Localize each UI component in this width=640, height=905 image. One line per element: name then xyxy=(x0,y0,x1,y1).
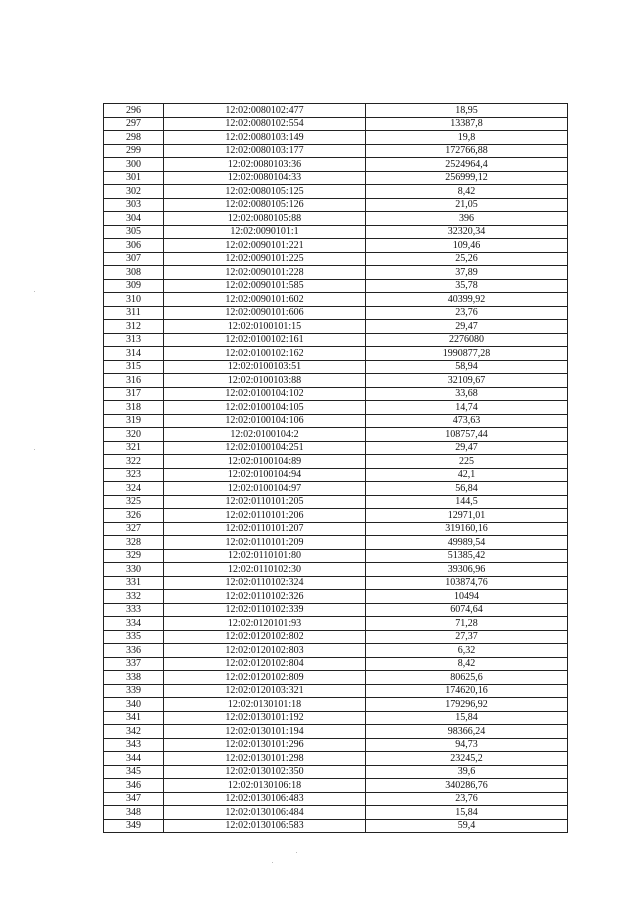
row-number-cell: 298 xyxy=(104,131,164,145)
cadastral-number-cell: 12:02:0120102:803 xyxy=(164,644,366,658)
cadastral-value-cell: 98366,24 xyxy=(366,725,568,739)
cadastral-value-cell: 13387,8 xyxy=(366,117,568,131)
cadastral-value-cell: 6,32 xyxy=(366,644,568,658)
cadastral-value-cell: 109,46 xyxy=(366,239,568,253)
table-row xyxy=(104,279,568,293)
cadastral-value-cell: 51385,42 xyxy=(366,549,568,563)
row-number-cell: 339 xyxy=(104,684,164,698)
table-row xyxy=(104,752,568,766)
cadastral-value-cell: 15,84 xyxy=(366,806,568,820)
cadastral-number-cell: 12:02:0100101:15 xyxy=(164,320,366,334)
cadastral-number-cell: 12:02:0100104:97 xyxy=(164,482,366,496)
scan-speck xyxy=(296,852,297,853)
table-row xyxy=(104,374,568,388)
cadastral-value-cell: 18,95 xyxy=(366,104,568,118)
cadastral-number-cell: 12:02:0130106:583 xyxy=(164,819,366,833)
cadastral-number-cell: 12:02:0090101:221 xyxy=(164,239,366,253)
table-row xyxy=(104,536,568,550)
cadastral-number-cell: 12:02:0100104:106 xyxy=(164,414,366,428)
cadastral-value-cell: 6074,64 xyxy=(366,603,568,617)
cadastral-number-cell: 12:02:0110101:205 xyxy=(164,495,366,509)
table-row xyxy=(104,333,568,347)
row-number-cell: 303 xyxy=(104,198,164,212)
table-row xyxy=(104,495,568,509)
cadastral-number-cell: 12:02:0110101:209 xyxy=(164,536,366,550)
table-row xyxy=(104,158,568,172)
table-row xyxy=(104,671,568,685)
row-number-cell: 326 xyxy=(104,509,164,523)
table-row xyxy=(104,144,568,158)
row-number-cell: 323 xyxy=(104,468,164,482)
cadastral-value-cell: 8,42 xyxy=(366,657,568,671)
cadastral-number-cell: 12:02:0080102:477 xyxy=(164,104,366,118)
scan-speck xyxy=(34,291,35,292)
row-number-cell: 347 xyxy=(104,792,164,806)
table-row xyxy=(104,549,568,563)
cadastral-number-cell: 12:02:0110102:339 xyxy=(164,603,366,617)
cadastral-value-cell: 396 xyxy=(366,212,568,226)
cadastral-value-cell: 80625,6 xyxy=(366,671,568,685)
cadastral-number-cell: 12:02:0100103:88 xyxy=(164,374,366,388)
table-row xyxy=(104,698,568,712)
row-number-cell: 346 xyxy=(104,779,164,793)
cadastral-number-cell: 12:02:0080102:554 xyxy=(164,117,366,131)
cadastral-value-cell: 14,74 xyxy=(366,401,568,415)
cadastral-number-cell: 12:02:0080105:126 xyxy=(164,198,366,212)
cadastral-value-cell: 319160,16 xyxy=(366,522,568,536)
row-number-cell: 342 xyxy=(104,725,164,739)
row-number-cell: 330 xyxy=(104,563,164,577)
cadastral-value-cell: 39306,96 xyxy=(366,563,568,577)
cadastral-value-cell: 33,68 xyxy=(366,387,568,401)
cadastral-value-cell: 144,5 xyxy=(366,495,568,509)
table-row xyxy=(104,576,568,590)
cadastral-value-cell: 23,76 xyxy=(366,306,568,320)
cadastral-value-cell: 94,73 xyxy=(366,738,568,752)
table-row xyxy=(104,347,568,361)
table-row xyxy=(104,657,568,671)
cadastral-number-cell: 12:02:0100104:102 xyxy=(164,387,366,401)
row-number-cell: 317 xyxy=(104,387,164,401)
table-row xyxy=(104,401,568,415)
row-number-cell: 313 xyxy=(104,333,164,347)
table-row xyxy=(104,360,568,374)
cadastral-number-cell: 12:02:0090101:585 xyxy=(164,279,366,293)
row-number-cell: 315 xyxy=(104,360,164,374)
scan-speck xyxy=(272,862,273,863)
row-number-cell: 312 xyxy=(104,320,164,334)
table-row xyxy=(104,171,568,185)
table-row xyxy=(104,725,568,739)
cadastral-number-cell: 12:02:0080104:33 xyxy=(164,171,366,185)
table-row xyxy=(104,306,568,320)
cadastral-number-cell: 12:02:0090101:606 xyxy=(164,306,366,320)
cadastral-value-cell: 49989,54 xyxy=(366,536,568,550)
row-number-cell: 344 xyxy=(104,752,164,766)
cadastral-value-cell: 42,1 xyxy=(366,468,568,482)
cadastral-value-cell: 29,47 xyxy=(366,441,568,455)
cadastral-number-cell: 12:02:0100102:161 xyxy=(164,333,366,347)
cadastral-number-cell: 12:02:0130106:484 xyxy=(164,806,366,820)
row-number-cell: 349 xyxy=(104,819,164,833)
cadastral-number-cell: 12:02:0090101:602 xyxy=(164,293,366,307)
row-number-cell: 340 xyxy=(104,698,164,712)
cadastral-number-cell: 12:02:0120102:804 xyxy=(164,657,366,671)
table-row xyxy=(104,131,568,145)
cadastral-value-cell: 340286,76 xyxy=(366,779,568,793)
table-row xyxy=(104,806,568,820)
row-number-cell: 311 xyxy=(104,306,164,320)
row-number-cell: 314 xyxy=(104,347,164,361)
row-number-cell: 329 xyxy=(104,549,164,563)
cadastral-value-cell: 473,63 xyxy=(366,414,568,428)
cadastral-number-cell: 12:02:0090101:225 xyxy=(164,252,366,266)
row-number-cell: 320 xyxy=(104,428,164,442)
row-number-cell: 297 xyxy=(104,117,164,131)
row-number-cell: 334 xyxy=(104,617,164,631)
cadastral-number-cell: 12:02:0100104:89 xyxy=(164,455,366,469)
row-number-cell: 338 xyxy=(104,671,164,685)
cadastral-value-cell: 23,76 xyxy=(366,792,568,806)
cadastral-value-cell: 39,6 xyxy=(366,765,568,779)
table-row xyxy=(104,468,568,482)
row-number-cell: 306 xyxy=(104,239,164,253)
row-number-cell: 345 xyxy=(104,765,164,779)
row-number-cell: 322 xyxy=(104,455,164,469)
cadastral-value-cell: 15,84 xyxy=(366,711,568,725)
row-number-cell: 296 xyxy=(104,104,164,118)
cadastral-number-cell: 12:02:0080103:177 xyxy=(164,144,366,158)
cadastral-number-cell: 12:02:0130101:192 xyxy=(164,711,366,725)
table-row xyxy=(104,509,568,523)
cadastral-value-cell: 37,89 xyxy=(366,266,568,280)
table-row xyxy=(104,590,568,604)
cadastral-number-cell: 12:02:0100104:251 xyxy=(164,441,366,455)
table-row xyxy=(104,522,568,536)
cadastral-value-cell: 103874,76 xyxy=(366,576,568,590)
cadastral-value-table xyxy=(103,103,568,833)
table-row xyxy=(104,185,568,199)
cadastral-number-cell: 12:02:0100102:162 xyxy=(164,347,366,361)
cadastral-value-cell: 71,28 xyxy=(366,617,568,631)
table-row xyxy=(104,617,568,631)
table-row xyxy=(104,252,568,266)
cadastral-value-cell: 32320,34 xyxy=(366,225,568,239)
table-row xyxy=(104,603,568,617)
cadastral-value-cell: 59,4 xyxy=(366,819,568,833)
table-row xyxy=(104,792,568,806)
row-number-cell: 319 xyxy=(104,414,164,428)
cadastral-value-cell: 40399,92 xyxy=(366,293,568,307)
cadastral-value-cell: 2276080 xyxy=(366,333,568,347)
cadastral-value-cell: 179296,92 xyxy=(366,698,568,712)
cadastral-value-cell: 29,47 xyxy=(366,320,568,334)
row-number-cell: 307 xyxy=(104,252,164,266)
cadastral-number-cell: 12:02:0080105:88 xyxy=(164,212,366,226)
cadastral-number-cell: 12:02:0120102:809 xyxy=(164,671,366,685)
row-number-cell: 300 xyxy=(104,158,164,172)
cadastral-number-cell: 12:02:0110101:207 xyxy=(164,522,366,536)
cadastral-value-cell: 8,42 xyxy=(366,185,568,199)
cadastral-number-cell: 12:02:0090101:228 xyxy=(164,266,366,280)
cadastral-number-cell: 12:02:0110101:80 xyxy=(164,549,366,563)
table-row xyxy=(104,779,568,793)
table-row xyxy=(104,819,568,833)
row-number-cell: 310 xyxy=(104,293,164,307)
table-row xyxy=(104,644,568,658)
cadastral-value-cell: 1990877,28 xyxy=(366,347,568,361)
table-row xyxy=(104,104,568,118)
cadastral-value-cell: 172766,88 xyxy=(366,144,568,158)
row-number-cell: 333 xyxy=(104,603,164,617)
table-row xyxy=(104,482,568,496)
cadastral-value-cell: 12971,01 xyxy=(366,509,568,523)
cadastral-value-cell: 27,37 xyxy=(366,630,568,644)
row-number-cell: 316 xyxy=(104,374,164,388)
cadastral-value-cell: 19,8 xyxy=(366,131,568,145)
cadastral-value-cell: 108757,44 xyxy=(366,428,568,442)
cadastral-value-cell: 2524964,4 xyxy=(366,158,568,172)
cadastral-number-cell: 12:02:0090101:1 xyxy=(164,225,366,239)
table-row xyxy=(104,212,568,226)
cadastral-value-cell: 56,84 xyxy=(366,482,568,496)
cadastral-number-cell: 12:02:0120103:321 xyxy=(164,684,366,698)
cadastral-number-cell: 12:02:0100103:51 xyxy=(164,360,366,374)
cadastral-value-cell: 225 xyxy=(366,455,568,469)
row-number-cell: 336 xyxy=(104,644,164,658)
table-row xyxy=(104,198,568,212)
row-number-cell: 341 xyxy=(104,711,164,725)
row-number-cell: 299 xyxy=(104,144,164,158)
cadastral-value-cell: 21,05 xyxy=(366,198,568,212)
row-number-cell: 302 xyxy=(104,185,164,199)
cadastral-number-cell: 12:02:0100104:105 xyxy=(164,401,366,415)
row-number-cell: 335 xyxy=(104,630,164,644)
table-row xyxy=(104,630,568,644)
cadastral-value-cell: 32109,67 xyxy=(366,374,568,388)
row-number-cell: 304 xyxy=(104,212,164,226)
row-number-cell: 324 xyxy=(104,482,164,496)
table-row xyxy=(104,239,568,253)
row-number-cell: 308 xyxy=(104,266,164,280)
table-row xyxy=(104,455,568,469)
cadastral-number-cell: 12:02:0130101:194 xyxy=(164,725,366,739)
row-number-cell: 337 xyxy=(104,657,164,671)
cadastral-number-cell: 12:02:0080103:149 xyxy=(164,131,366,145)
row-number-cell: 343 xyxy=(104,738,164,752)
cadastral-number-cell: 12:02:0130106:18 xyxy=(164,779,366,793)
row-number-cell: 305 xyxy=(104,225,164,239)
row-number-cell: 327 xyxy=(104,522,164,536)
cadastral-number-cell: 12:02:0080105:125 xyxy=(164,185,366,199)
cadastral-number-cell: 12:02:0110101:206 xyxy=(164,509,366,523)
cadastral-number-cell: 12:02:0100104:94 xyxy=(164,468,366,482)
cadastral-value-cell: 25,26 xyxy=(366,252,568,266)
cadastral-number-cell: 12:02:0110102:326 xyxy=(164,590,366,604)
table-row xyxy=(104,441,568,455)
cadastral-number-cell: 12:02:0130101:296 xyxy=(164,738,366,752)
table-row xyxy=(104,414,568,428)
cadastral-value-cell: 256999,12 xyxy=(366,171,568,185)
table-row xyxy=(104,225,568,239)
table-row xyxy=(104,684,568,698)
table-row xyxy=(104,563,568,577)
cadastral-number-cell: 12:02:0110102:324 xyxy=(164,576,366,590)
cadastral-number-cell: 12:02:0120102:802 xyxy=(164,630,366,644)
cadastral-value-cell: 174620,16 xyxy=(366,684,568,698)
row-number-cell: 348 xyxy=(104,806,164,820)
row-number-cell: 321 xyxy=(104,441,164,455)
row-number-cell: 331 xyxy=(104,576,164,590)
cadastral-number-cell: 12:02:0130102:350 xyxy=(164,765,366,779)
row-number-cell: 325 xyxy=(104,495,164,509)
cadastral-value-cell: 23245,2 xyxy=(366,752,568,766)
cadastral-number-cell: 12:02:0130101:18 xyxy=(164,698,366,712)
table-row xyxy=(104,428,568,442)
cadastral-number-cell: 12:02:0130106:483 xyxy=(164,792,366,806)
table-body xyxy=(104,104,568,833)
table-row xyxy=(104,711,568,725)
row-number-cell: 301 xyxy=(104,171,164,185)
table-row xyxy=(104,293,568,307)
table-row xyxy=(104,387,568,401)
table-row xyxy=(104,765,568,779)
table-row xyxy=(104,738,568,752)
table-row xyxy=(104,117,568,131)
cadastral-value-cell: 35,78 xyxy=(366,279,568,293)
row-number-cell: 318 xyxy=(104,401,164,415)
row-number-cell: 309 xyxy=(104,279,164,293)
table-row xyxy=(104,320,568,334)
cadastral-number-cell: 12:02:0130101:298 xyxy=(164,752,366,766)
row-number-cell: 332 xyxy=(104,590,164,604)
cadastral-number-cell: 12:02:0080103:36 xyxy=(164,158,366,172)
cadastral-number-cell: 12:02:0110102:30 xyxy=(164,563,366,577)
cadastral-number-cell: 12:02:0120101:93 xyxy=(164,617,366,631)
cadastral-value-cell: 58,94 xyxy=(366,360,568,374)
table-row xyxy=(104,266,568,280)
cadastral-number-cell: 12:02:0100104:2 xyxy=(164,428,366,442)
scan-speck xyxy=(34,449,35,450)
row-number-cell: 328 xyxy=(104,536,164,550)
cadastral-value-cell: 10494 xyxy=(366,590,568,604)
